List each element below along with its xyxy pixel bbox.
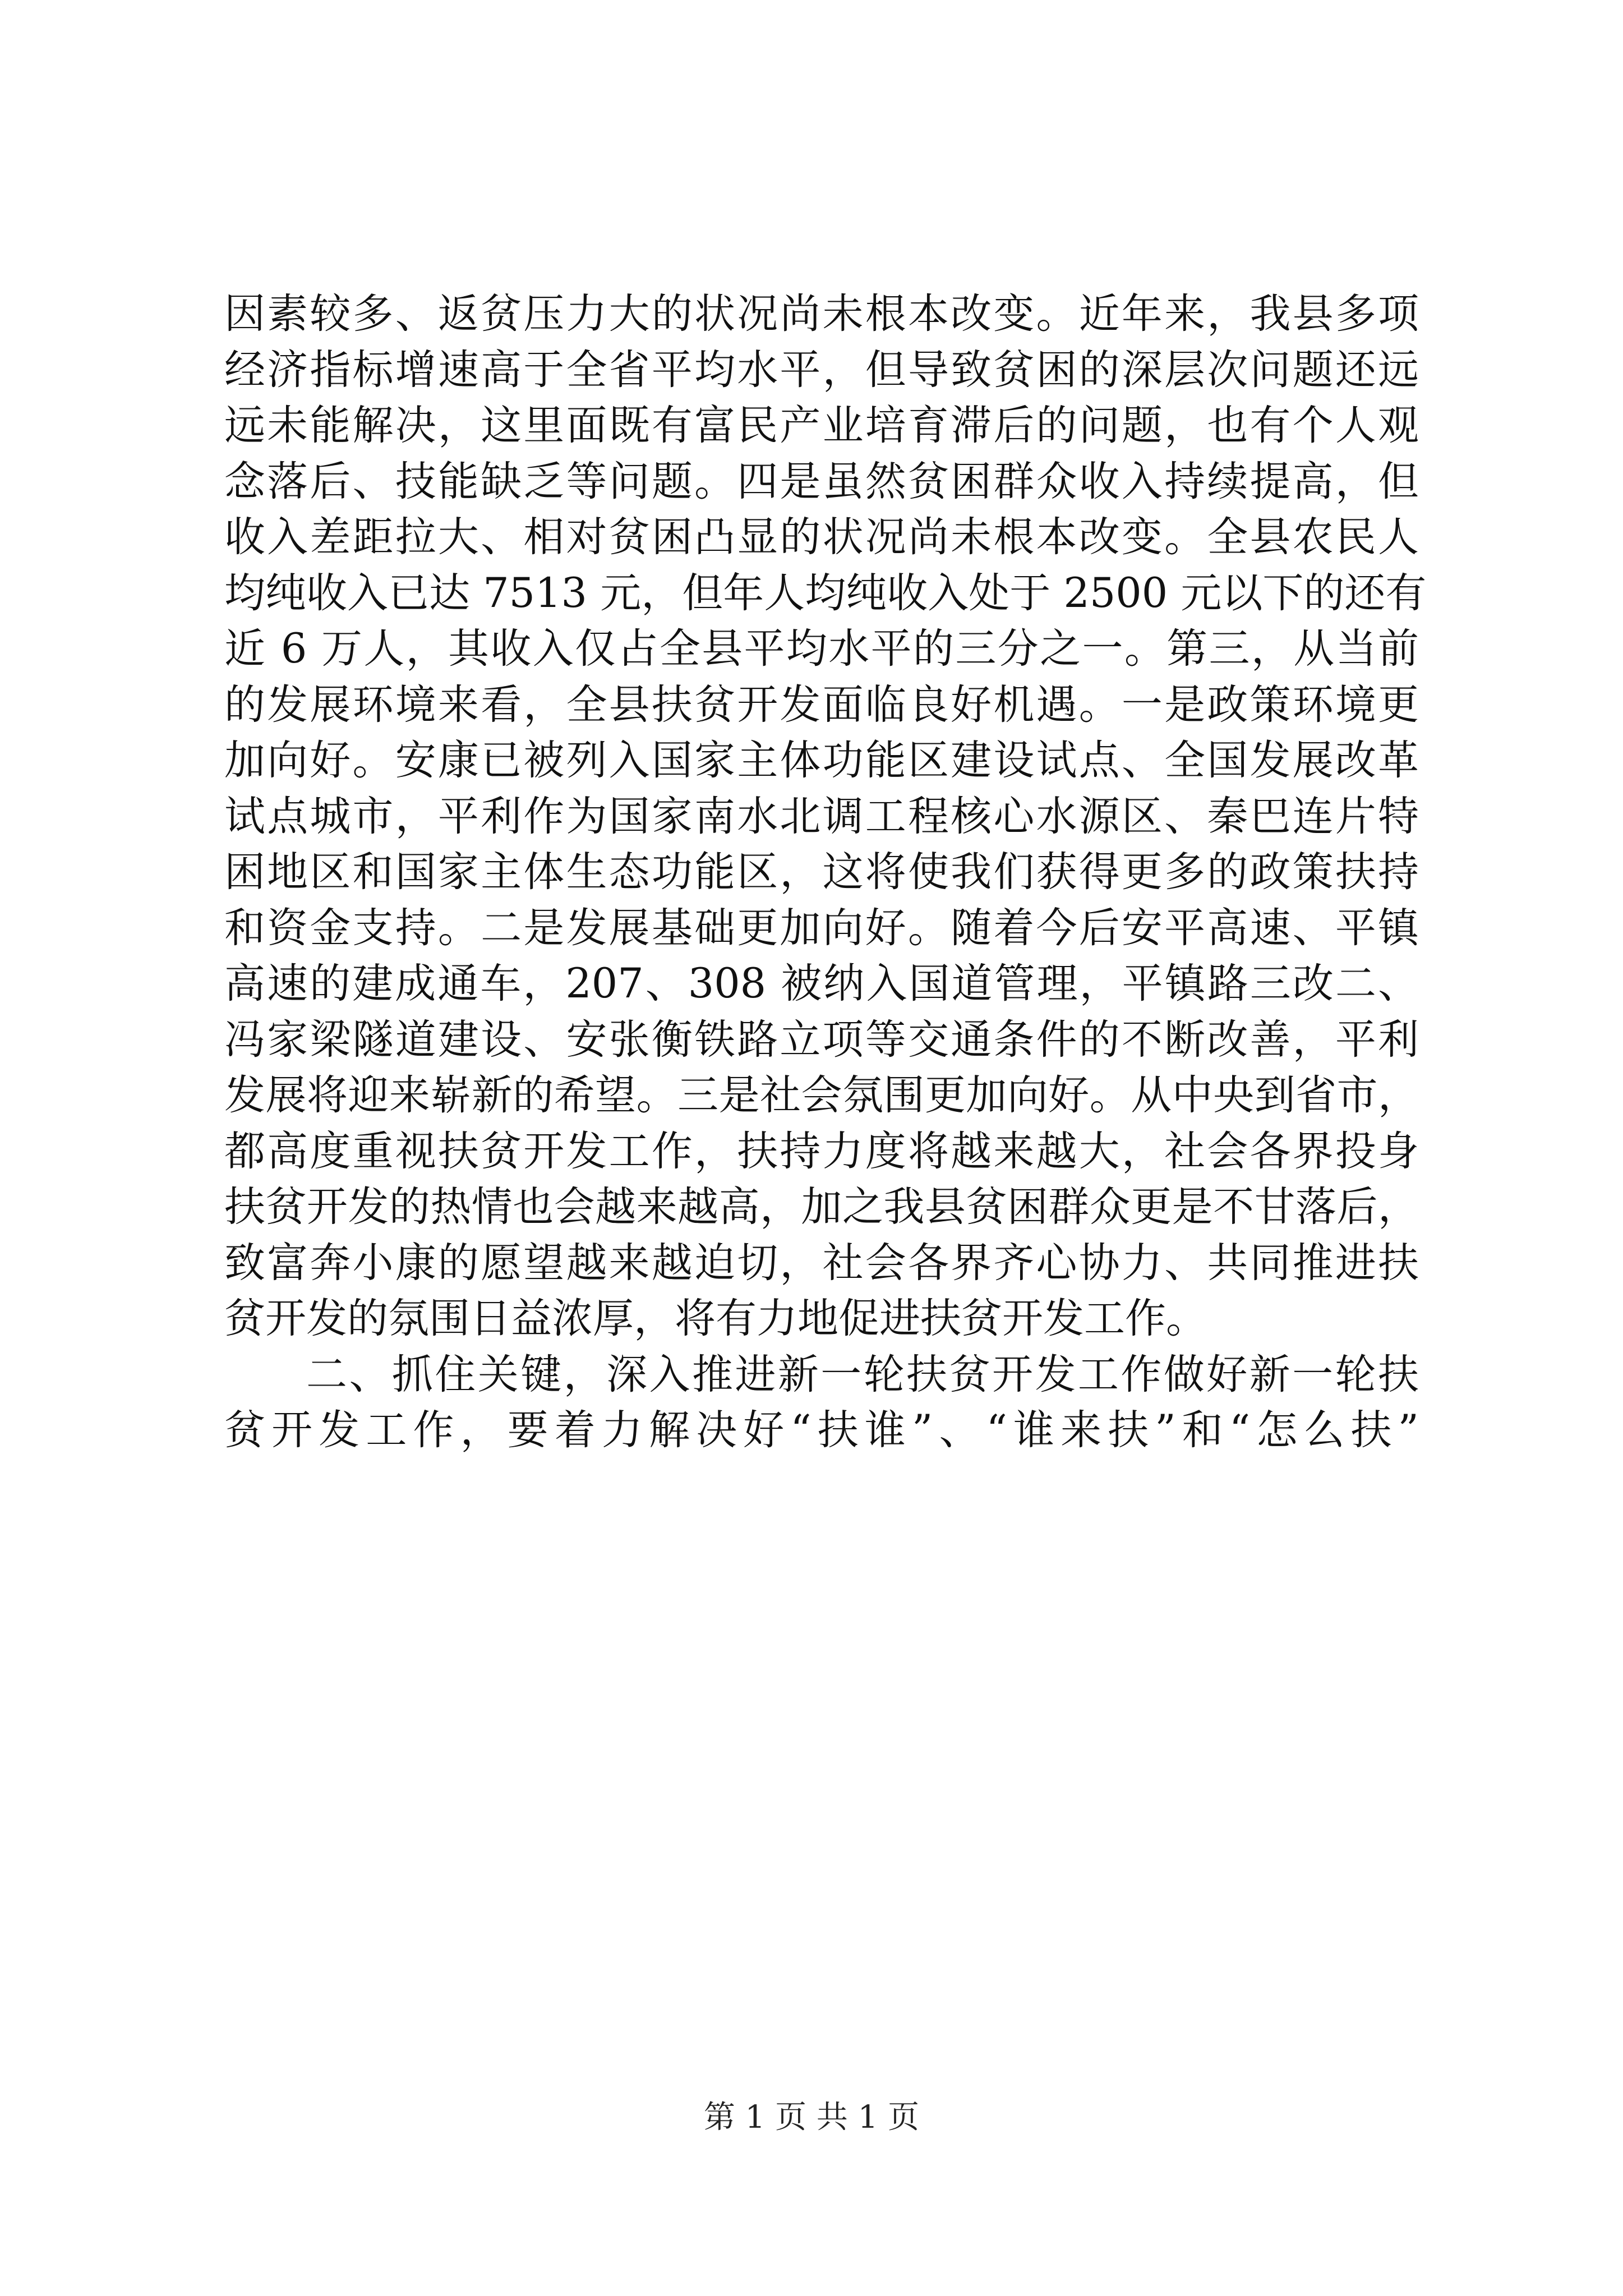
text-line: 贫开发的氛围日益浓厚，将有力地促进扶贫开发工作。 (224, 1295, 1207, 1342)
text-line: 扶贫开发的热情也会越来越高，加之我县贫困群众更是不甘落后， (224, 1183, 1419, 1231)
text-line: 发展将迎来崭新的希望。三是社会氛围更加向好。从中央到省市， (224, 1071, 1419, 1119)
text-line: 致富奔小康的愿望越来越迫切，社会各界齐心协力、共同推进扶 (224, 1239, 1419, 1287)
page-footer: 第 1 页 共 1 页 (703, 2099, 920, 2136)
text-line: 和资金支持。二是发展基础更加向好。随着今后安平高速、平镇 (224, 904, 1419, 952)
text-line: 试点城市，平利作为国家南水北调工程核心水源区、秦巴连片特 (224, 792, 1419, 840)
paragraph-2 (224, 1347, 1419, 1458)
text-line: 的发展环境来看，全县扶贫开发面临良好机遇。一是政策环境更 (224, 680, 1419, 729)
text-line: 二、抓住关键，深入推进新一轮扶贫开发工作做好新一轮扶 (306, 1350, 1419, 1398)
paragraph-1 (224, 286, 1427, 1347)
text-line: 贫开发工作，要着力解决好“扶谁”、“谁来扶”和“怎么扶” (224, 1406, 1419, 1454)
text-line: 近 6 万人，其收入仅占全县平均水平的三分之一。第三，从当前 (224, 625, 1419, 673)
text-line: 均纯收入已达 7513 元，但年人均纯收入处于 2500 元以下的还有 (224, 569, 1427, 617)
text-line: 经济指标增速高于全省平均水平，但导致贫困的深层次问题还远 (224, 346, 1419, 394)
text-line: 高速的建成通车，207、308 被纳入国道管理，平镇路三改二、 (224, 960, 1419, 1007)
text-line: 念落后、技能缺乏等问题。四是虽然贫困群众收入持续提高，但 (224, 457, 1419, 505)
text-line: 加向好。安康已被列入国家主体功能区建设试点、全国发展改革 (224, 737, 1419, 784)
text-line: 困地区和国家主体生态功能区，这将使我们获得更多的政策扶持 (224, 848, 1419, 896)
text-line: 都高度重视扶贫开发工作，扶持力度将越来越大，社会各界投身 (224, 1127, 1419, 1175)
body-text (224, 286, 1427, 1458)
text-line: 收入差距拉大、相对贫困凸显的状况尚未根本改变。全县农民人 (224, 513, 1419, 561)
text-line: 远未能解决，这里面既有富民产业培育滞后的问题，也有个人观 (224, 402, 1419, 449)
text-line: 因素较多、返贫压力大的状况尚未根本改变。近年来，我县多项 (224, 290, 1419, 338)
text-line: 冯家梁隧道建设、安张衡铁路立项等交通条件的不断改善，平利 (224, 1015, 1419, 1064)
